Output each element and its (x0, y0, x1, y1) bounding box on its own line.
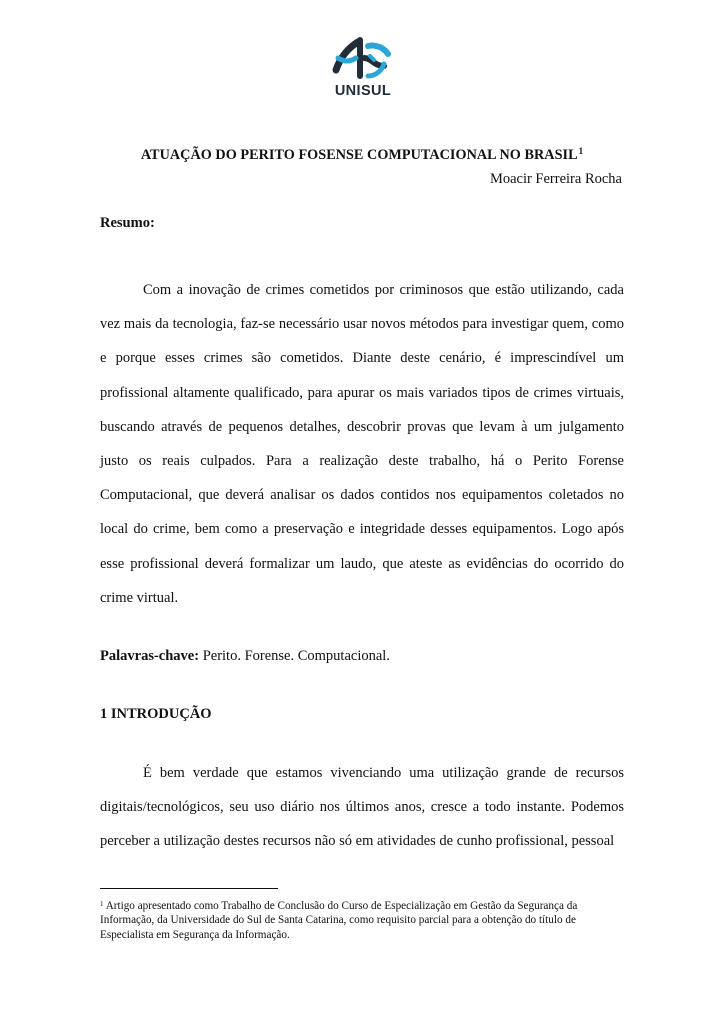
author-name: Moacir Ferreira Rocha (489, 171, 622, 187)
university-logo (322, 36, 404, 102)
keywords-line (100, 648, 390, 665)
abstract-heading: Resumo: (100, 215, 155, 231)
article-title (100, 146, 624, 164)
article-title-text: ATUAÇÃO DO PERITO FOSENSE COMPUTACIONAL NO BRASIL (140, 147, 578, 163)
footnote-reference[interactable]: 1 (578, 146, 584, 156)
keywords-label: Palavras-chave: (100, 648, 200, 664)
introduction-paragraph: É bem verdade que estamos vivenciando uma utilização grande de recursos digitais/tecnológicos, seu uso diário nos últimos anos, cresce a todo instante. Podemos perceber a utilização destes recursos não só em atividades de cunho profissional, pessoal (100, 765, 624, 850)
footnote (100, 897, 604, 942)
logo-wordmark: UNISUL (334, 83, 392, 99)
keywords-value: Perito. Forense. Computacional. (202, 648, 390, 664)
unisul-emblem-icon (330, 36, 396, 82)
introduction-heading: 1 INTRODUÇÃO (100, 706, 212, 722)
footnote-marker: 1 (100, 900, 104, 908)
abstract-paragraph: Com a inovação de crimes cometidos por criminosos que estão utilizando, cada vez mais da tecnologia, faz-se necessário usar novos métodos para investigar quem, como e porque esses crimes são cometidos. Diante deste cenário, é imprescindível um profissional altamente qualificado, para apurar os mais variados tipos de crimes virtuais, buscando através de pequenos detalhes, descobrir provas que levam à um julgamento justo os reais culpados. Para a realização deste trabalho, há o Perito Forense Computacional, que deverá analisar os dados contidos nos equipamentos coletados no local do crime, bem como a preservação e integridade desses equipamentos. Logo após esse profissional deverá formalizar um laudo, que ateste as evidências do ocorrido do crime virtual. (100, 282, 624, 606)
footnote-divider (100, 888, 278, 889)
footnote-text: Artigo apresentado como Trabalho de Conclusão do Curso de Especialização em Gestão da Segurança da Informação, da Universidade do Sul de Santa Catarina, como requisito parcial para a obtenção do título de Especialista em Segurança da Informação. (100, 900, 578, 941)
